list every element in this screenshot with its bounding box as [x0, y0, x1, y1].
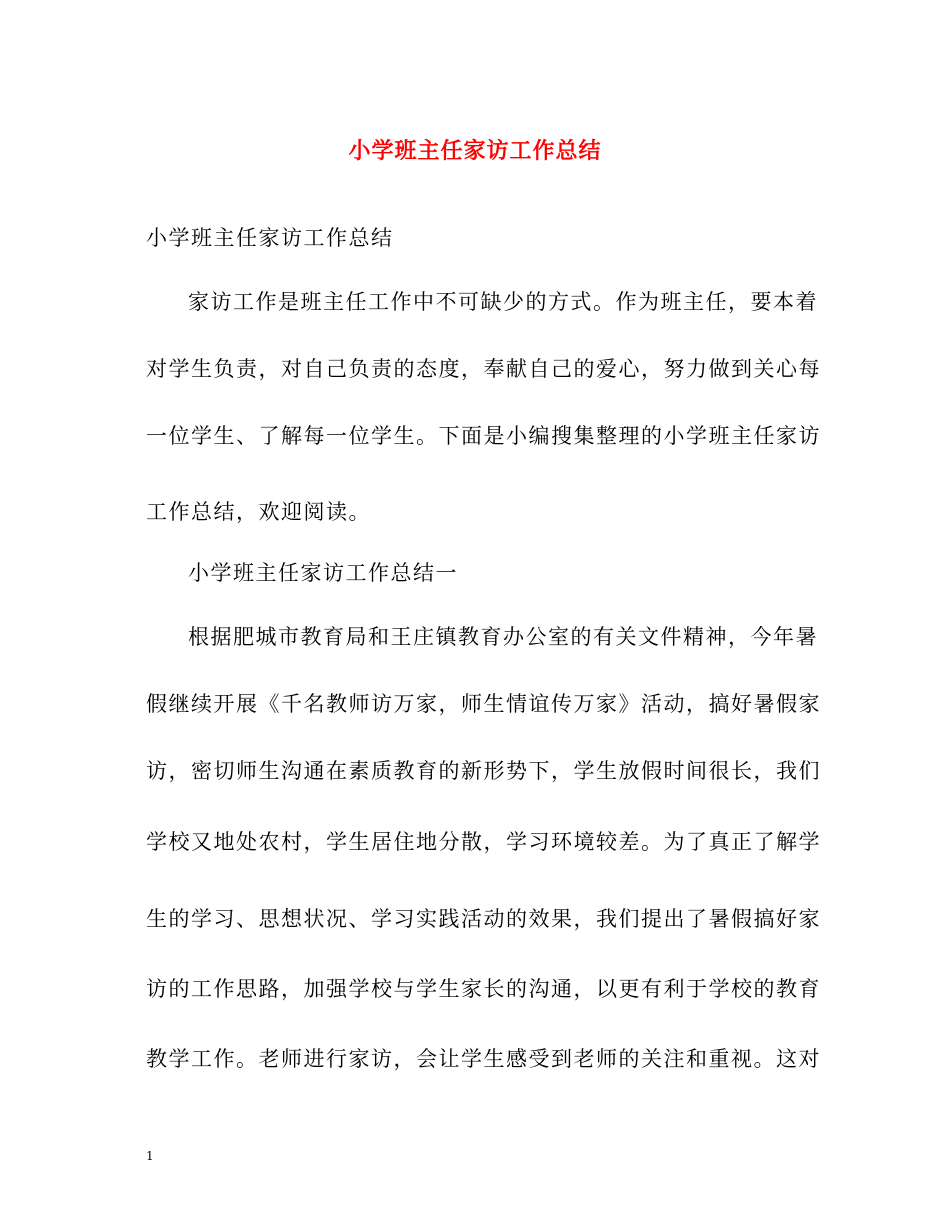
- paragraph-line: 教学工作。老师进行家访，会让学生感受到老师的关注和重视。这对: [146, 1047, 821, 1071]
- paragraph-line: 生的学习、思想状况、学习实践活动的效果，我们提出了暑假搞好家: [146, 907, 821, 931]
- paragraph-line: 家访工作是班主任工作中不可缺少的方式。作为班主任，要本着: [188, 290, 818, 314]
- paragraph-line: 访的工作思路，加强学校与学生家长的沟通，以更有利于学校的教育: [146, 977, 821, 1001]
- paragraph-line: 对学生负责，对自己负责的态度，奉献自己的爱心，努力做到关心每: [146, 357, 821, 381]
- section-heading: 小学班主任家访工作总结: [146, 226, 394, 250]
- paragraph-line: 访，密切师生沟通在素质教育的新形势下，学生放假时间很长，我们: [146, 759, 821, 783]
- document-title: 小学班主任家访工作总结: [348, 138, 602, 164]
- paragraph-line: 假继续开展《千名教师访万家，师生情谊传万家》活动，搞好暑假家: [146, 692, 821, 716]
- subsection-heading: 小学班主任家访工作总结一: [188, 561, 458, 585]
- paragraph-line: 根据肥城市教育局和王庄镇教育办公室的有关文件精神，今年暑: [188, 625, 818, 649]
- paragraph-line: 工作总结，欢迎阅读。: [146, 500, 371, 524]
- page-number: 1: [146, 1149, 154, 1163]
- paragraph-line: 一位学生、了解每一位学生。下面是小编搜集整理的小学班主任家访: [146, 424, 821, 448]
- paragraph-line: 学校又地处农村，学生居住地分散，学习环境较差。为了真正了解学: [146, 830, 821, 854]
